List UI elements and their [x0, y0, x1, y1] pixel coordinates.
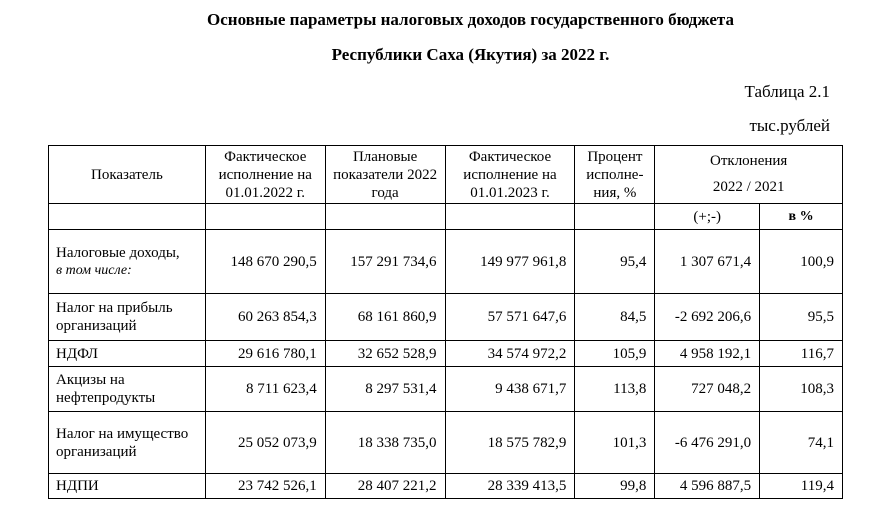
cell-actual-2023: 28 339 413,5 — [445, 474, 575, 499]
cell-deviation-pct: 95,5 — [760, 294, 843, 341]
row-sublabel: в том числе: — [56, 262, 132, 278]
cell-actual-2023: 149 977 961,8 — [445, 230, 575, 294]
document-title-line-1: Основные параметры налоговых доходов государственного бюджета — [207, 10, 734, 29]
cell-actual-2022: 29 616 780,1 — [205, 341, 325, 367]
cell-actual-2022: 60 263 854,3 — [205, 294, 325, 341]
cell-deviation-pct: 119,4 — [760, 474, 843, 499]
cell-percent: 95,4 — [575, 230, 655, 294]
cell-actual-2022: 25 052 073,9 — [205, 412, 325, 474]
cell-actual-2022: 148 670 290,5 — [205, 230, 325, 294]
table-row — [49, 294, 843, 341]
cell-deviation-abs: 1 307 671,4 — [655, 230, 760, 294]
header-plan-2022: Плановые показатели 2022 года — [325, 146, 445, 204]
table-row — [49, 412, 843, 474]
header-plan-2022-cont — [325, 204, 445, 230]
cell-actual-2022: 23 742 526,1 — [205, 474, 325, 499]
units-label: тыс.рублей — [749, 116, 830, 135]
cell-plan-2022: 68 161 860,9 — [325, 294, 445, 341]
cell-deviation-pct: 74,1 — [760, 412, 843, 474]
cell-plan-2022: 18 338 735,0 — [325, 412, 445, 474]
header-actual-2022: Фактическое исполнение на 01.01.2022 г. — [205, 146, 325, 204]
cell-deviation-pct: 108,3 — [760, 367, 843, 412]
document-title-line-2: Республики Саха (Якутия) за 2022 г. — [331, 45, 610, 64]
cell-plan-2022: 32 652 528,9 — [325, 341, 445, 367]
header-percent: Процент исполне-ния, % — [575, 146, 655, 204]
cell-deviation-pct: 116,7 — [760, 341, 843, 367]
cell-percent: 84,5 — [575, 294, 655, 341]
cell-deviation-abs: -2 692 206,6 — [655, 294, 760, 341]
cell-deviation-pct: 100,9 — [760, 230, 843, 294]
cell-actual-2023: 57 571 647,6 — [445, 294, 575, 341]
row-label — [49, 230, 206, 294]
cell-deviation-abs: 727 048,2 — [655, 367, 760, 412]
header-deviation: Отклонения — [655, 146, 843, 178]
row-label: Налог на имущество организаций — [49, 412, 206, 474]
cell-actual-2023: 9 438 671,7 — [445, 367, 575, 412]
table-number: Таблица 2.1 — [744, 82, 830, 101]
cell-percent: 105,9 — [575, 341, 655, 367]
header-deviation-pct: в % — [760, 204, 843, 230]
row-label: Налог на прибыль организаций — [49, 294, 206, 341]
cell-percent: 113,8 — [575, 367, 655, 412]
cell-deviation-abs: -6 476 291,0 — [655, 412, 760, 474]
row-label: НДФЛ — [49, 341, 206, 367]
cell-actual-2023: 34 574 972,2 — [445, 341, 575, 367]
row-label-text: Налоговые доходы, — [56, 244, 180, 261]
cell-percent: 101,3 — [575, 412, 655, 474]
table-row — [49, 367, 843, 412]
tax-revenue-table — [48, 145, 843, 499]
table-row — [49, 230, 843, 294]
header-actual-2023-cont — [445, 204, 575, 230]
cell-percent: 99,8 — [575, 474, 655, 499]
table-row — [49, 341, 843, 367]
row-label: Акцизы на нефтепродукты — [49, 367, 206, 412]
header-indicator: Показатель — [49, 146, 206, 204]
header-percent-cont — [575, 204, 655, 230]
header-actual-2023: Фактическое исполнение на 01.01.2023 г. — [445, 146, 575, 204]
cell-actual-2023: 18 575 782,9 — [445, 412, 575, 474]
cell-actual-2022: 8 711 623,4 — [205, 367, 325, 412]
cell-plan-2022: 157 291 734,6 — [325, 230, 445, 294]
row-label: НДПИ — [49, 474, 206, 499]
table-row — [49, 474, 843, 499]
header-deviation-abs: (+;-) — [655, 204, 760, 230]
header-deviation-period: 2022 / 2021 — [655, 178, 843, 204]
header-actual-2022-cont — [205, 204, 325, 230]
cell-plan-2022: 28 407 221,2 — [325, 474, 445, 499]
header-indicator-cont — [49, 204, 206, 230]
cell-deviation-abs: 4 596 887,5 — [655, 474, 760, 499]
cell-plan-2022: 8 297 531,4 — [325, 367, 445, 412]
cell-deviation-abs: 4 958 192,1 — [655, 341, 760, 367]
